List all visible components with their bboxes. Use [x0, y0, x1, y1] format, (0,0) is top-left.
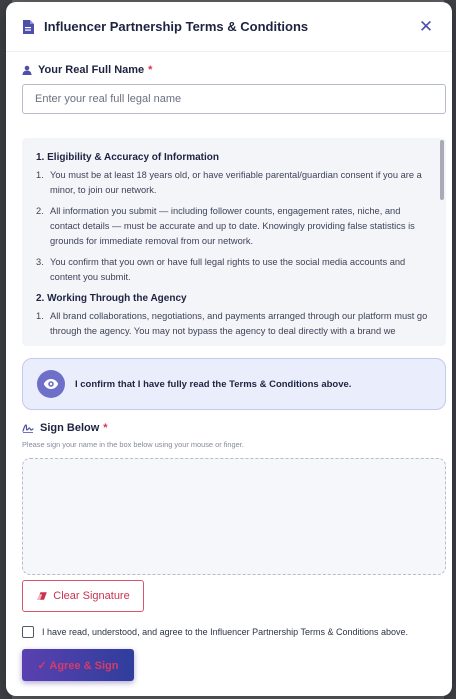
- name-field-label: [22, 64, 446, 76]
- list-item: [36, 168, 428, 198]
- read-confirmation-banner[interactable]: [22, 358, 446, 410]
- terms-list: [36, 309, 428, 339]
- full-name-input[interactable]: [22, 84, 446, 114]
- name-field-group: [22, 64, 446, 114]
- list-item: [36, 204, 428, 249]
- item-text: You must be at least 18 years old, or have verifiable parental/guardian consent if you are a minor, to join our network.: [50, 170, 422, 195]
- terms-section-2: [36, 293, 428, 339]
- agree-and-sign-button[interactable]: [22, 649, 134, 681]
- list-item: [36, 309, 428, 339]
- modal-title: Influencer Partnership Terms & Conditions: [44, 19, 309, 34]
- agreement-checkbox[interactable]: [22, 626, 34, 638]
- required-mark: *: [103, 422, 108, 434]
- modal-header: [6, 2, 452, 52]
- submit-label: ✓ Agree & Sign: [37, 659, 119, 672]
- item-text: All information you submit — including follower counts, engagement rates, niche, and contact details — must be accurate and up to date. Knowingly providing false statistics is grounds for immediate removal from our network.: [50, 206, 415, 246]
- terms-section-1: [36, 152, 428, 285]
- name-label-text: Your Real Full Name: [38, 64, 145, 76]
- signature-pad[interactable]: [22, 458, 446, 575]
- signature-label-group: [22, 422, 446, 449]
- user-icon: [22, 65, 32, 75]
- signature-label: [22, 422, 446, 434]
- eye-icon: [37, 370, 65, 398]
- clear-signature-label: Clear Signature: [53, 590, 130, 602]
- terms-modal: [6, 2, 452, 696]
- confirm-text: I confirm that I have fully read the Terms & Conditions above.: [75, 378, 352, 390]
- document-icon: [22, 20, 36, 34]
- terms-scrollbar[interactable]: [440, 140, 444, 200]
- terms-list: [36, 168, 428, 285]
- terms-content-box[interactable]: [22, 138, 446, 346]
- list-item: [36, 255, 428, 285]
- terms-scroll-area: [22, 138, 446, 346]
- item-text: All brand collaborations, negotiations, and payments arranged through our platform must go through the agency. You may not bypass the agency to deal directly with a brand we: [50, 311, 428, 336]
- item-number: 3.: [36, 257, 44, 267]
- section-title: 1. Eligibility & Accuracy of Information: [36, 152, 219, 163]
- close-button[interactable]: [414, 15, 438, 39]
- item-number: 2.: [36, 206, 44, 216]
- signature-hint: Please sign your name in the box below using your mouse or finger.: [22, 440, 244, 449]
- item-text: You confirm that you own or have full legal rights to use the social media accounts and content you submit.: [50, 257, 406, 282]
- agreement-text: I have read, understood, and agree to the Influencer Partnership Terms & Conditions above.: [42, 627, 409, 637]
- agreement-row[interactable]: [22, 622, 446, 642]
- required-mark: *: [148, 64, 153, 76]
- clear-signature-button[interactable]: [22, 580, 144, 612]
- signature-icon: [22, 423, 34, 433]
- eraser-icon: [36, 591, 48, 601]
- sign-label-text: Sign Below: [40, 422, 100, 434]
- item-number: 1.: [36, 170, 44, 180]
- section-title: 2. Working Through the Agency: [36, 293, 187, 304]
- item-number: 1.: [36, 311, 44, 321]
- close-icon: ✕: [418, 16, 434, 36]
